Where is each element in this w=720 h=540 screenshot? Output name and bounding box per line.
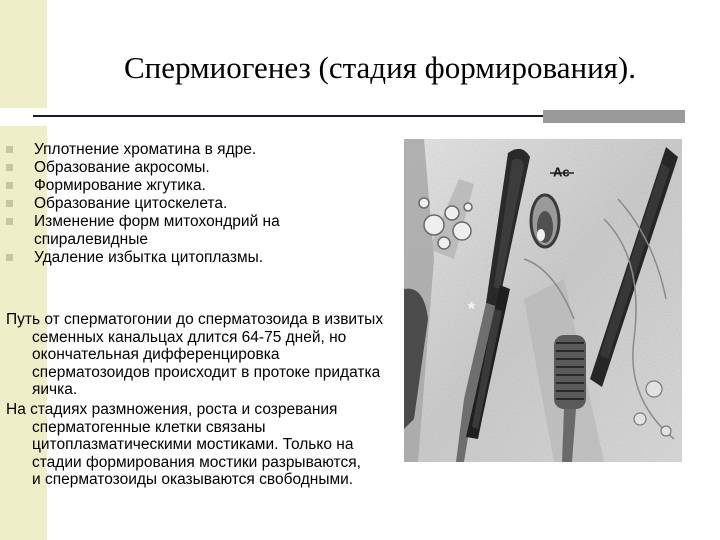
bullet-text: Удаление избытка цитоплазмы. <box>34 249 264 266</box>
square-bullet-icon <box>6 218 13 225</box>
title-underline <box>33 115 543 117</box>
bullet-item <box>6 177 356 195</box>
acrosome-label: Ac <box>553 164 570 180</box>
bullet-item <box>6 141 356 159</box>
bullet-text: Изменение форм митохондрий на спиралевидные <box>34 213 280 248</box>
square-bullet-icon <box>6 200 13 207</box>
paragraph-bridges: На стадиях размножения, роста и созревания сперматогенные клетки связаны цитоплазматическими мостиками. Только на стадии формирования мостики разрываются, и сперматозоиды оказываются свободными. <box>6 401 361 488</box>
title-underline-accent <box>543 110 685 123</box>
bullet-text: Образование акросомы. <box>34 159 210 176</box>
bullet-text: Образование цитоскелета. <box>34 195 228 212</box>
mitochondrial-sheath <box>554 335 586 409</box>
bullet-text: Уплотнение хроматина в ядре. <box>34 141 257 158</box>
star-marker: * <box>468 299 476 319</box>
paragraph-duration: Путь от сперматогонии до сперматозоида в извитых семенных канальцах длится 64-75 дней, но окончательная дифференцировка сперматозоидов происходит в протоке придатка яичка. <box>6 311 384 398</box>
electron-micrograph <box>404 139 682 462</box>
square-bullet-icon <box>6 164 13 171</box>
bullet-item <box>6 249 356 267</box>
square-bullet-icon <box>6 146 13 153</box>
bullet-list <box>6 141 356 267</box>
bullet-text: Формирование жгутика. <box>34 177 206 194</box>
micrograph-image <box>404 139 682 462</box>
square-bullet-icon <box>6 254 13 261</box>
bullet-item <box>6 213 356 249</box>
bullet-item <box>6 195 356 213</box>
bullet-item <box>6 159 356 177</box>
acrosome-cell <box>531 195 559 247</box>
stripe-divider <box>0 108 47 126</box>
square-bullet-icon <box>6 182 13 189</box>
slide-title: Спермиогенез (стадия формирования). <box>123 50 636 85</box>
